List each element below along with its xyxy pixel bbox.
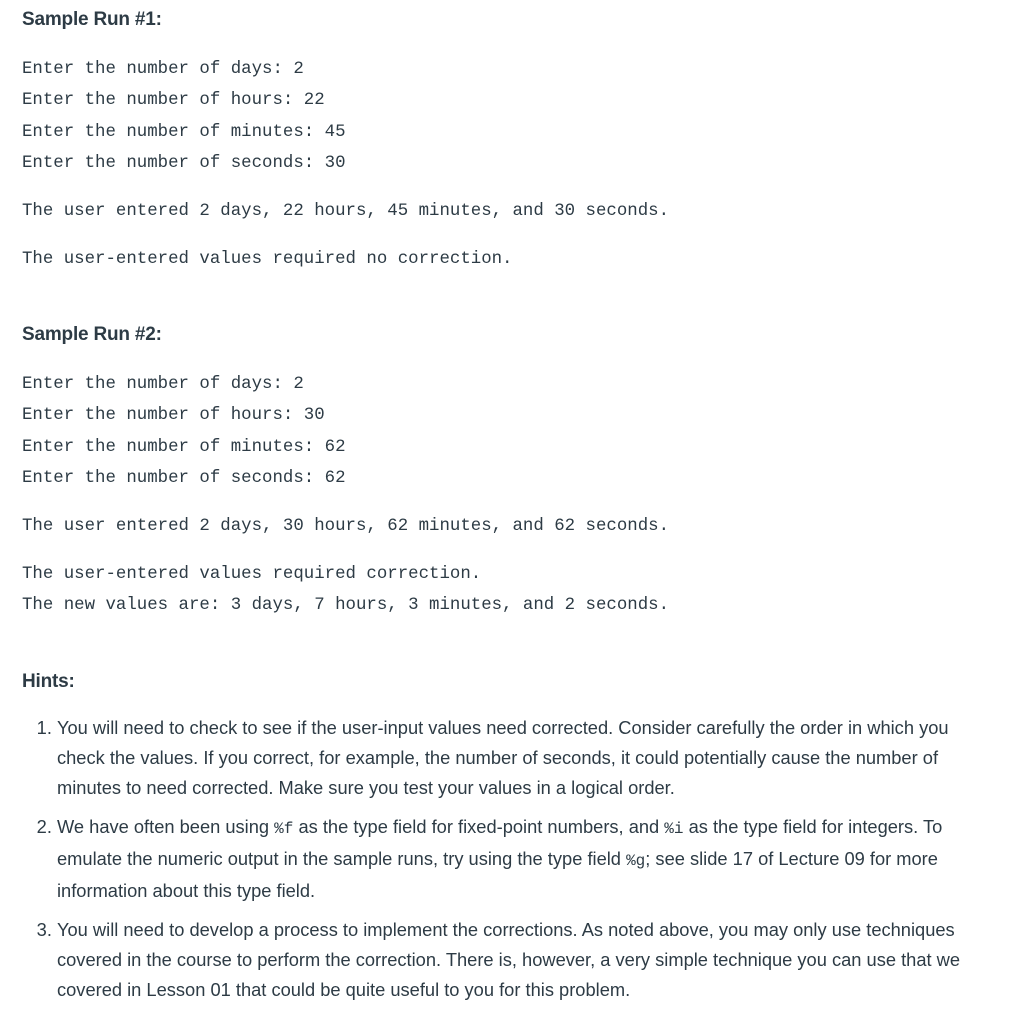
input-line-minutes: Enter the number of minutes: 45	[22, 122, 346, 142]
sample-run-2-entered-block	[22, 511, 669, 542]
entered-values-line: The user entered 2 days, 22 hours, 45 minutes, and 30 seconds.	[22, 202, 670, 221]
correction-status-line: The user-entered values required no correction.	[22, 250, 513, 269]
sample-run-1-heading: Sample Run #1:	[22, 9, 162, 30]
input-line-hours: Enter the number of hours: 30	[22, 406, 325, 426]
hint-item-1	[57, 713, 977, 803]
hint-1-text: You will need to check to see if the user-input values need corrected. Consider carefully the order in which you check the values. If you correct, for example, the number of seconds, it could potentially cause the number of minutes to need corrected. Make sure you test your values in a logical order.	[57, 717, 949, 798]
hint-item-2	[57, 812, 977, 906]
input-line-minutes: Enter the number of minutes: 62	[22, 437, 346, 457]
sample-run-1-result-block	[22, 244, 513, 275]
format-specifier-i: %i	[664, 820, 684, 838]
hint-2-text-part: as the type field for integers. To emulate the numeric output in the sample runs, try using the type field	[57, 816, 943, 869]
format-specifier-g: %g	[626, 852, 646, 870]
sample-run-2-input-block	[22, 369, 346, 494]
sample-run-2-heading: Sample Run #2:	[22, 324, 162, 345]
input-line-days: Enter the number of days: 2	[22, 60, 304, 79]
hint-2-text-part: as the type field for fixed-point numbers, and	[293, 816, 665, 837]
input-line-days: Enter the number of days: 2	[22, 375, 304, 394]
correction-status-line: The user-entered values required correction.	[22, 565, 482, 584]
sample-run-1-input-block	[22, 54, 346, 179]
format-specifier-f: %f	[274, 820, 294, 838]
hint-2-text-part: We have often been using	[57, 816, 275, 837]
hints-heading: Hints:	[22, 671, 75, 692]
input-line-seconds: Enter the number of seconds: 62	[22, 468, 346, 488]
hint-2-text-part: ; see slide 17 of Lecture 09 for more information about this type field.	[57, 848, 938, 901]
hints-list	[22, 713, 977, 1014]
input-line-hours: Enter the number of hours: 22	[22, 91, 325, 111]
sample-run-2-result-block	[22, 559, 669, 622]
input-line-seconds: Enter the number of seconds: 30	[22, 153, 346, 173]
new-values-line: The new values are: 3 days, 7 hours, 3 minutes, and 2 seconds.	[22, 596, 670, 616]
entered-values-line: The user entered 2 days, 30 hours, 62 minutes, and 62 seconds.	[22, 517, 670, 536]
sample-run-1-entered-block	[22, 196, 669, 227]
hint-item-3	[57, 915, 977, 1005]
hint-3-text: You will need to develop a process to implement the corrections. As noted above, you may only use techniques covered in the course to perform the correction. There is, however, a very simple technique you can use that we covered in Lesson 01 that could be quite useful to you for this problem.	[57, 919, 961, 1000]
